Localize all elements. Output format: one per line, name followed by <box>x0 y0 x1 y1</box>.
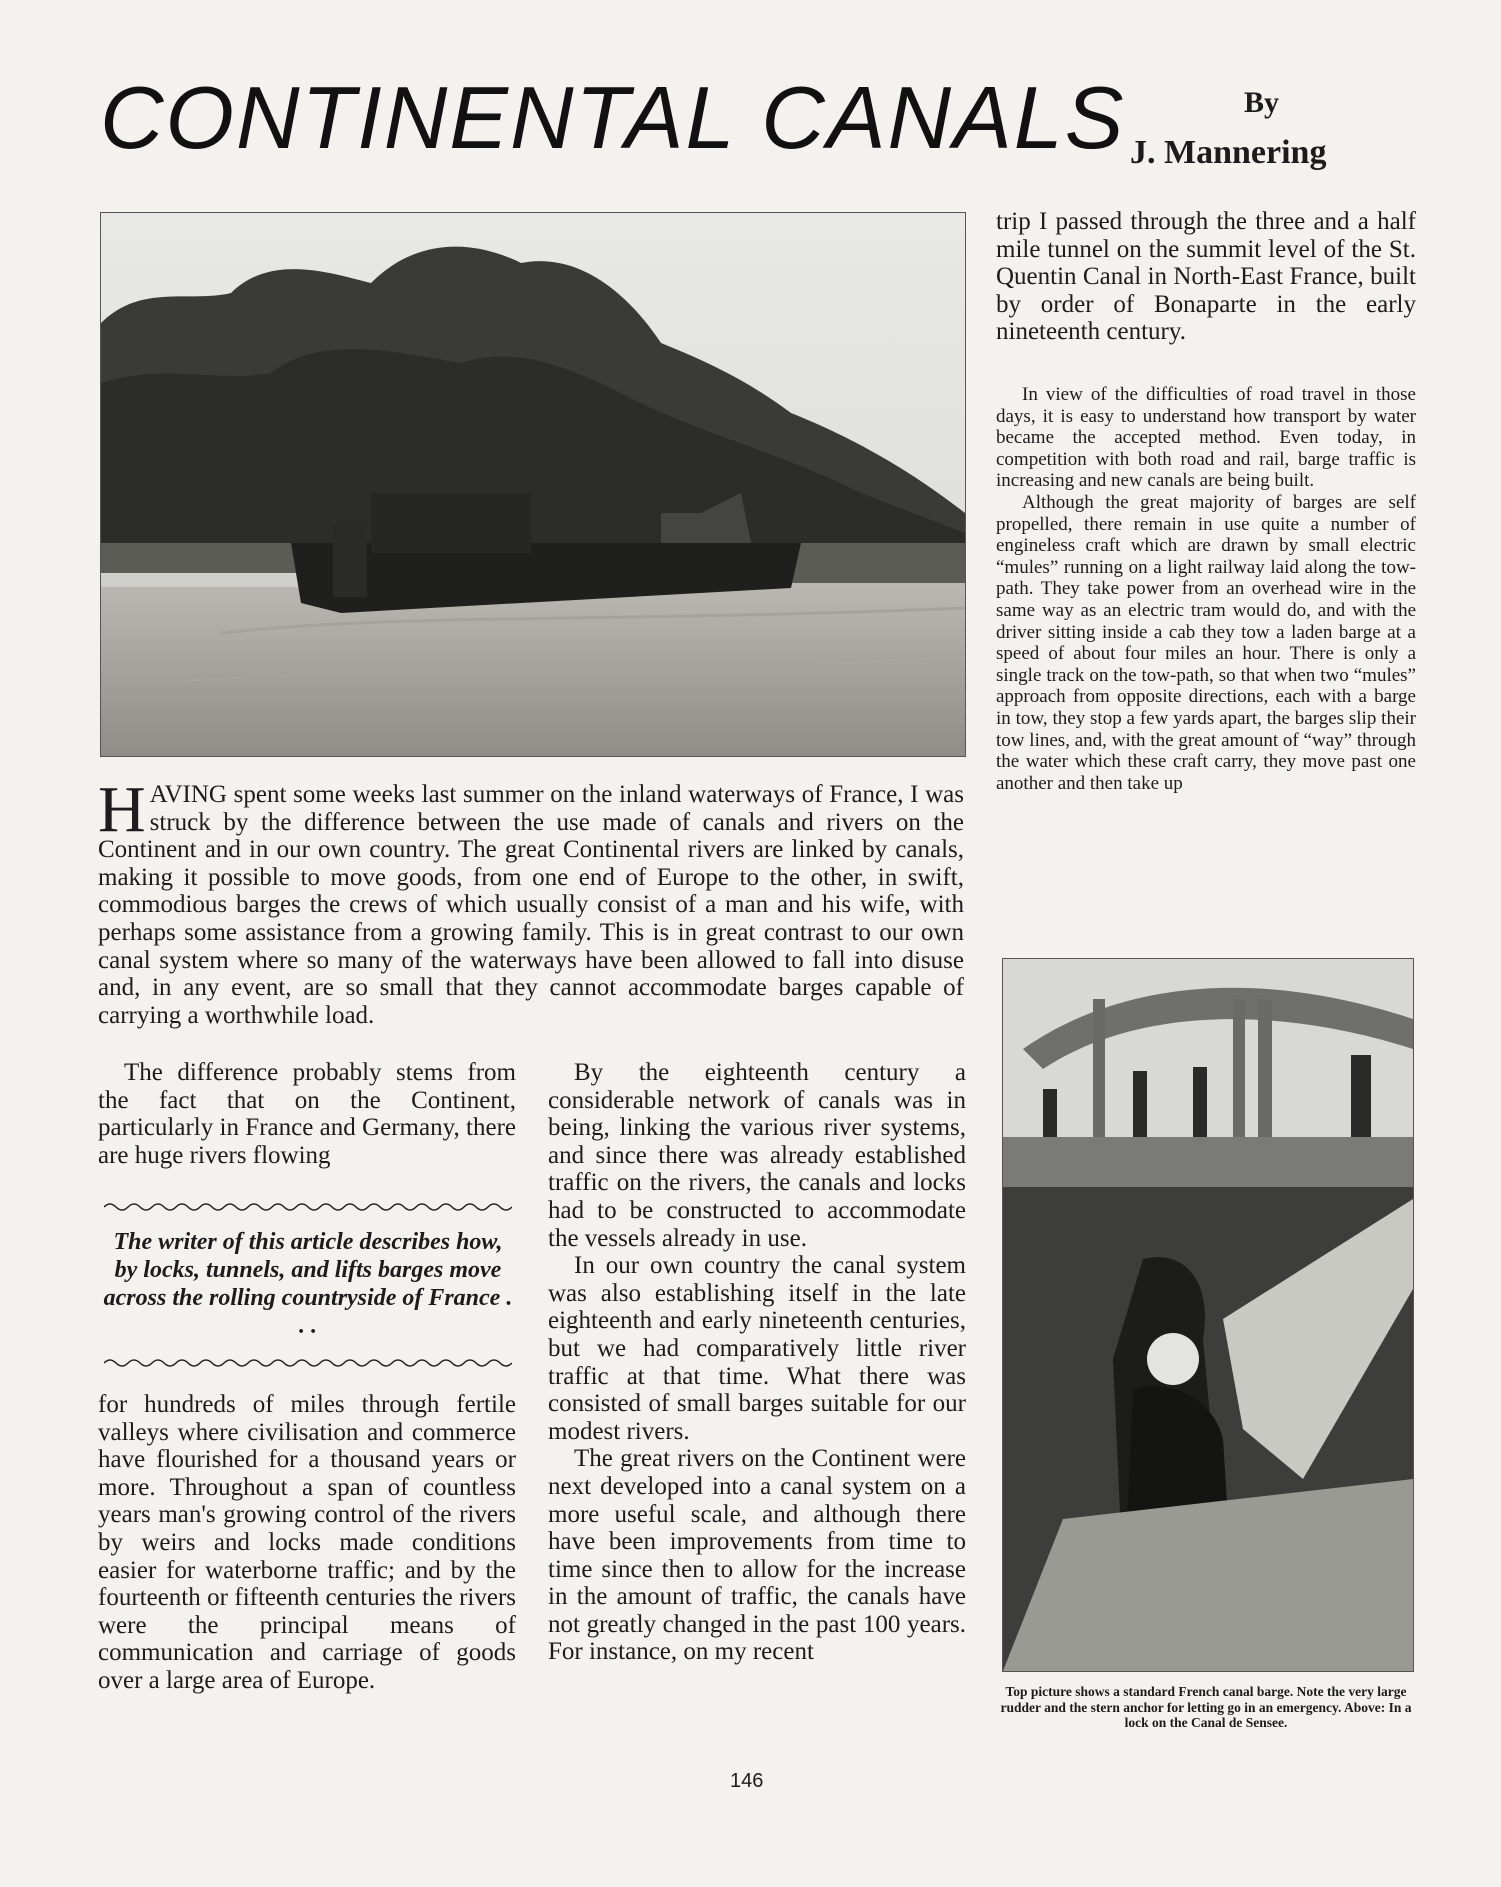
right-column-body <box>996 384 1416 794</box>
intro-paragraph <box>98 773 964 1029</box>
left-paragraph-2: for hundreds of miles through fertile valleys where civilisation and commerce have flourished for a thousand years or more. Throughout a span of countless years man's growing control of the rivers by weirs and locks made conditions easier for waterborne traffic; and by the fourteenth or fifteenth centuries the rivers were the principal means of communication and carriage of goods over a large area of Europe. <box>98 1391 516 1694</box>
right-paragraph-2: In view of the difficulties of road travel in those days, it is easy to understand how transport by water became the accepted method. Even today, in competition with both road and rail, barge traffic is increasing and new canals are being built. <box>996 384 1416 492</box>
middle-column <box>548 1059 966 1666</box>
article-title: CONTINENTAL CANALS <box>100 68 1126 167</box>
byline-by: By <box>1244 86 1280 119</box>
middle-paragraph-1: By the eighteenth century a considerable network of canals was in being, linking the various river systems, and since there was already established traffic on the rivers, the canals and locks had to be constructed to accommodate the vessels already in use. <box>548 1059 966 1252</box>
page-number: 146 <box>730 1770 764 1792</box>
drop-cap: H <box>98 773 146 846</box>
barge-photo <box>100 212 966 757</box>
left-column-top <box>98 1059 516 1169</box>
middle-paragraph-2: In our own country the canal system was also establishing itself in the late eighteenth and early nineteenth centuries, but we had comparatively little river traffic at that time. What there was consisted of small barges suitable for our modest rivers. <box>548 1252 966 1445</box>
barge-photo-image <box>101 213 965 756</box>
right-paragraph-1: trip I passed through the three and a half mile tunnel on the summit level of the St. Quentin Canal in North-East France, built by order of Bonaparte in the early nineteenth century. <box>996 208 1416 345</box>
wavy-rule-bottom <box>104 1356 512 1370</box>
lock-photo <box>1002 958 1414 1672</box>
wavy-rule-top <box>104 1200 512 1214</box>
left-paragraph-1: The difference probably stems from the fact that on the Continent, particularly in France and Germany, there are huge rivers flowing <box>98 1059 516 1169</box>
left-column-bottom <box>98 1391 516 1695</box>
photo-caption: Top picture shows a standard French canal barge. Note the very large rudder and the stern anchor for letting go in an emergency. Above: In a lock on the Canal de Sensee. <box>1000 1684 1412 1731</box>
intro-text: AVING spent some weeks last summer on the inland waterways of France, I was struck by the difference between the use made of canals and rivers on the Continent and in our own country. The great Continental rivers are linked by canals, making it possible to move goods, from one end of Europe to the other, in swift, commodious barges the crews of which usually consist of a man and his wife, with perhaps some assistance from a growing family. This is in great contrast to our own canal system where so many of the waterways have been allowed to fall into disuse and, in any event, are so small that they cannot accommodate barges capable of carrying a worthwhile load. <box>98 781 964 1029</box>
lock-photo-image <box>1003 959 1413 1671</box>
byline-author: J. Mannering <box>1130 134 1327 171</box>
middle-paragraph-3: The great rivers on the Continent were next developed into a canal system on a more useful scale, and although there have been improvements from time to time since then to allow for the increase in the amount of traffic, the canals have not greatly changed in the past 100 years. For instance, on my recent <box>548 1445 966 1666</box>
right-column-lead <box>996 208 1416 346</box>
standfirst: The writer of this article describes how, by locks, tunnels, and lifts barges move across the rolling countryside of France . . . <box>103 1229 513 1339</box>
right-paragraph-3: Although the great majority of barges are self propelled, there remain in use quite a number of engineless craft which are drawn by small electric “mules” running on a light railway laid along the tow-path. They take power from an overhead wire in the same way as an electric tram would do, and with the driver sitting inside a cab they tow a laden barge at a speed of about four miles an hour. There is only a single track on the tow-path, so that when two “mules” approach from opposite directions, each with a barge in tow, they stop a few yards apart, the barges slip their tow lines, and, with the great amount of “way” through the water which these craft carry, they move past one another and then take up <box>996 491 1416 794</box>
